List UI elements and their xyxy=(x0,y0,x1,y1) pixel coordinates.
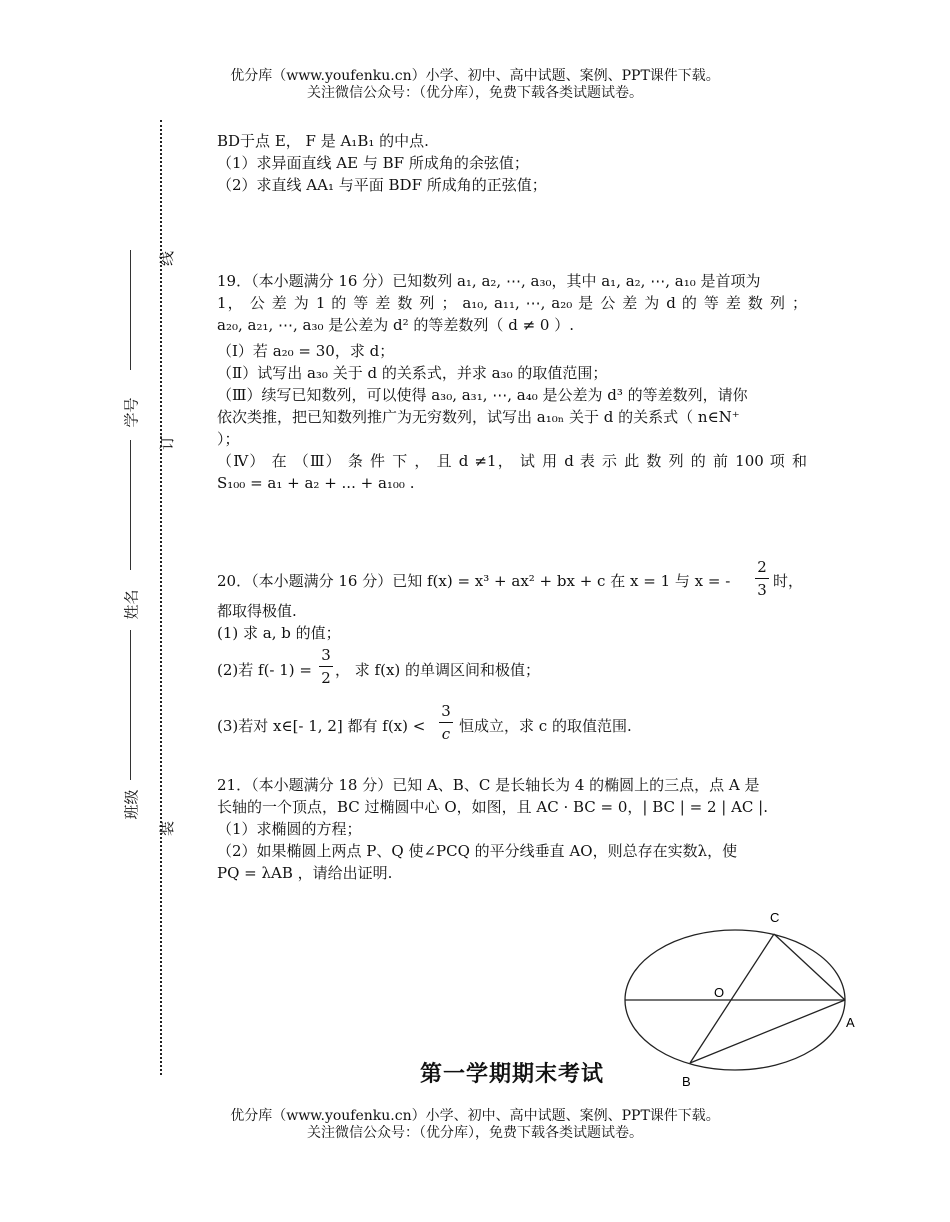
header-line-2: 关注微信公众号：（优分库），免费下载各类试题试卷。 xyxy=(307,85,643,101)
q20-part-3-a: (3)若对 x∈[- 1, 2] 都有 f(x) < xyxy=(217,717,426,735)
q20-frac-2-num: 3 xyxy=(319,644,333,667)
q20-part-1: (1) 求 a, b 的值； xyxy=(217,624,341,642)
binding-char-ding: 订 xyxy=(158,434,177,451)
q19-part-3-b: 依次类推，把已知数列推广为无穷数列，试写出 a₁₀ₙ 关于 d 的关系式（ n∈N⁺ xyxy=(217,408,740,426)
q20-frac-2-den: 2 xyxy=(321,669,331,687)
footer-line-2: 关注微信公众号：（优分库），免费下载各类试题试卷。 xyxy=(307,1125,643,1141)
q21-line-1: 21．（本小题满分 18 分）已知 A、B、C 是长轴长为 4 的椭圆上的三点，点 A 是 xyxy=(217,776,760,794)
q20-frac-3-den: c xyxy=(441,725,451,743)
label-b: B xyxy=(682,1074,691,1089)
label-c: C xyxy=(770,910,780,925)
segment-bc xyxy=(690,934,774,1063)
q18-part-2: （2）求直线 AA₁ 与平面 BDF 所成角的正弦值； xyxy=(217,176,547,194)
q20-frac-3-num: 3 xyxy=(439,700,453,723)
q20-frac-1-num: 2 xyxy=(755,556,769,579)
q20-line-2: 都取得极值. xyxy=(217,602,297,620)
q20-line-1-a: 20．（本小题满分 16 分）已知 f(x) = x³ + ax² + bx + c 在 x = 1 与 x = - xyxy=(217,572,731,590)
q19-part-3-c: ）； xyxy=(217,430,240,448)
q21-line-2: 长轴的一个顶点，BC 过椭圆中心 O，如图，且 AC · BC = 0，| BC | = 2 | AC |. xyxy=(217,798,768,816)
student-id-line xyxy=(130,250,131,370)
q21-part-1: （1）求椭圆的方程； xyxy=(217,820,362,838)
q20-frac-2 xyxy=(319,644,333,689)
footer-line-1: 优分库（www.youfenku.cn）小学、初中、高中试题、案例、PPT课件下载。 xyxy=(230,1108,720,1124)
student-id-label: 学号 xyxy=(122,397,141,428)
q19-part-1: （Ⅰ）若 a₂₀ = 30，求 d； xyxy=(217,342,395,360)
segment-ca xyxy=(774,934,845,1000)
q19-part-4-b: S₁₀₀ = a₁ + a₂ + ... + a₁₀₀ . xyxy=(217,474,415,492)
q20-part-2-b: ， 求 f(x) 的单调区间和极值； xyxy=(335,661,541,679)
name-line xyxy=(130,440,131,570)
page-footer xyxy=(0,1108,950,1142)
question-21 xyxy=(217,774,807,884)
q20-line-1-b: 时， xyxy=(773,572,804,590)
label-o: O xyxy=(714,985,725,1000)
binding-char-xian: 线 xyxy=(158,250,177,267)
question-20 xyxy=(217,560,807,750)
q19-part-2: （Ⅱ）试写出 a₃₀ 关于 d 的关系式，并求 a₃₀ 的取值范围； xyxy=(217,364,608,382)
segment-ab xyxy=(690,1000,845,1063)
question-18-tail xyxy=(217,130,807,196)
exam-title: 第一学期期末考试 xyxy=(420,1062,605,1087)
q18-line-1: BD于点 E， F 是 A₁B₁ 的中点. xyxy=(217,132,429,150)
q20-part-2-a: (2)若 f(- 1) = xyxy=(217,661,312,679)
q21-part-2-b: PQ = λAB ，请给出证明. xyxy=(217,864,393,882)
q20-part-2 xyxy=(217,644,807,694)
q21-part-2-a: （2）如果椭圆上两点 P、Q 使∠PCQ 的平分线垂直 AO，则总存在实数λ，使 xyxy=(217,842,738,860)
class-label: 班级 xyxy=(122,789,141,820)
q20-frac-3 xyxy=(439,700,453,745)
question-19 xyxy=(217,270,807,494)
q20-frac-1-den: 3 xyxy=(757,581,767,599)
q19-line-1: 19．（本小题满分 16 分）已知数列 a₁, a₂, ⋯, a₃₀，其中 a₁, a₂, ⋯, a₁₀ 是首项为 xyxy=(217,272,761,290)
label-a: A xyxy=(846,1015,855,1030)
q20-frac-1 xyxy=(755,556,769,601)
q20-part-3-b: 恒成立，求 c 的取值范围. xyxy=(459,717,632,735)
header-line-1: 优分库（www.youfenku.cn）小学、初中、高中试题、案例、PPT课件下载。 xyxy=(230,68,720,84)
q19-line-2: 1， 公 差 为 1 的 等 差 数 列 ； a₁₀, a₁₁, ⋯, a₂₀ 是 公 差 为 d 的 等 差 数 列 ； xyxy=(217,294,807,312)
q19-part-4-a: （Ⅳ） 在 （Ⅲ） 条 件 下 ， 且 d ≠1， 试 用 d 表 示 此 数 列 的 前 100 项 和 xyxy=(217,452,807,470)
binding-char-zhuang: 装 xyxy=(158,820,177,837)
q18-part-1: （1）求异面直线 AE 与 BF 所成角的余弦值； xyxy=(217,154,529,172)
q19-line-3: a₂₀, a₂₁, ⋯, a₃₀ 是公差为 d² 的等差数列（ d ≠ 0 ）. xyxy=(217,316,574,334)
q20-line-1 xyxy=(217,560,807,600)
class-line xyxy=(130,630,131,780)
ellipse-figure xyxy=(610,905,870,1095)
q20-part-3 xyxy=(217,700,807,750)
q19-part-3-a: （Ⅲ）续写已知数列，可以使得 a₃₀, a₃₁, ⋯, a₄₀ 是公差为 d³ 的等差数列，请你 xyxy=(217,386,748,404)
page-header xyxy=(0,68,950,102)
name-label: 姓名 xyxy=(122,589,141,620)
